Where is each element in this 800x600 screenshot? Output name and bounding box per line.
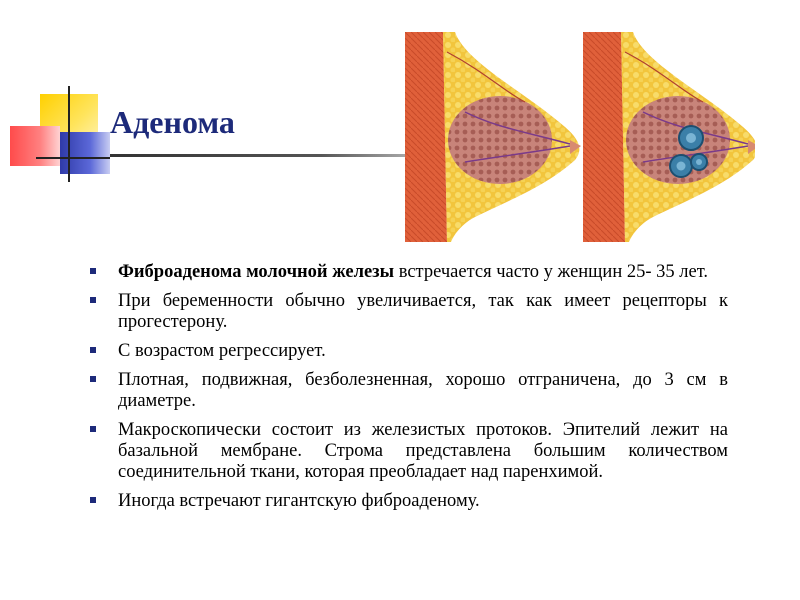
bullet-bold-text: Фиброаденома молочной железы [118, 262, 395, 282]
breast-anatomy-fibroadenoma-illustration [583, 32, 755, 242]
list-item [88, 291, 728, 333]
list-item [88, 370, 728, 412]
bullet-marker [90, 347, 96, 353]
logo-vertical-line [68, 86, 70, 182]
list-item [88, 491, 728, 512]
title-underline [110, 154, 410, 157]
breast-anatomy-normal-illustration [405, 32, 581, 242]
bullet-text: Плотная, подвижная, безболезненная, хорошо отграничена, до 3 см в диаметре. [118, 370, 728, 411]
bullet-body-text: встречается часто у женщин 25- 35 лет. [394, 262, 709, 282]
bullet-text: Иногда встречают гигантскую фиброаденому. [118, 491, 480, 511]
bullet-marker [90, 497, 96, 503]
list-item [88, 420, 728, 483]
bullet-text: При беременности обычно увеличивается, так как имеет рецепторы к прогестерону. [118, 291, 728, 332]
bullet-marker [90, 426, 96, 432]
breast-illustrations [405, 32, 755, 242]
bullet-text [118, 262, 728, 283]
slide-title: Аденома [110, 104, 235, 140]
bullet-text: С возрастом регрессирует. [118, 341, 326, 361]
logo-horizontal-line [36, 157, 110, 159]
list-item [88, 262, 728, 283]
bullet-marker [90, 268, 96, 274]
bullet-marker [90, 297, 96, 303]
bullet-list [88, 262, 728, 520]
bullet-text: Макроскопически состоит из железистых протоков. Эпителий лежит на базальной мембране. Строма представлена большим количеством соединительной ткани, которая преобладает над паренхимой. [118, 420, 728, 482]
list-item [88, 341, 728, 362]
logo-red-square [10, 126, 60, 166]
bullet-marker [90, 376, 96, 382]
